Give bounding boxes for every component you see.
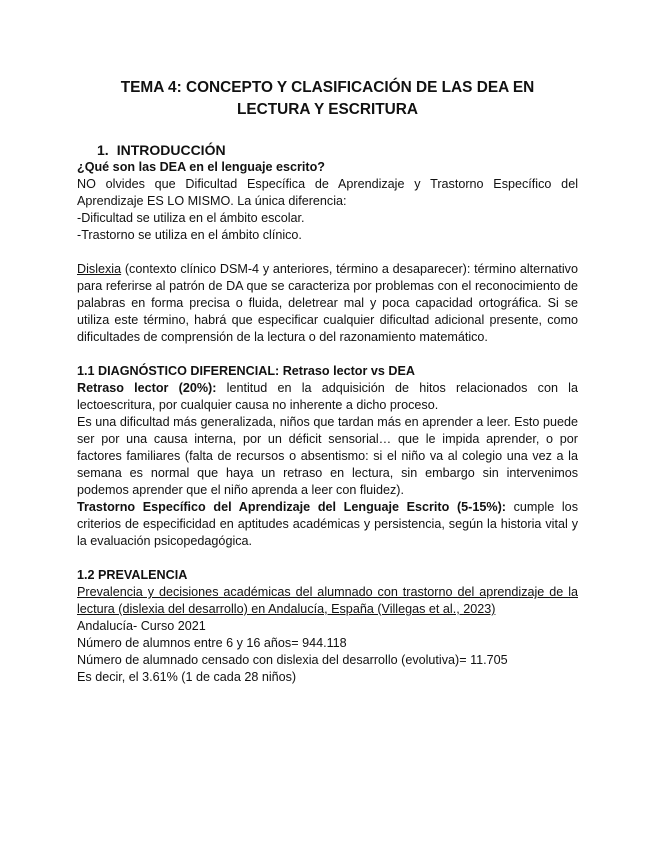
- intro-bullet-trastorno: -Trastorno se utiliza en el ámbito clínico.: [77, 228, 302, 242]
- intro-paragraph: NO olvides que Dificultad Específica de Aprendizaje y Trastorno Específico del Aprendizaje ES LO MISMO. La única diferencia:: [77, 177, 578, 208]
- retraso-lector-label: Retraso lector (20%):: [77, 381, 217, 395]
- trastorno-text: cumple los criterios de especificidad en aptitudes académicas y persistencia, según la historia vital y la evaluación psicopedagógica.: [77, 500, 578, 548]
- section-heading-prevalencia: 1.2 PREVALENCIA: [77, 568, 188, 582]
- intro-question: ¿Qué son las DEA en el lenguaje escrito?: [77, 160, 325, 174]
- retraso-lector-paragraph: [77, 380, 578, 414]
- prevalencia-line-alumnos: Número de alumnos entre 6 y 16 años= 944.118: [77, 636, 347, 650]
- title-line-1: TEMA 4: CONCEPTO Y CLASIFICACIÓN DE LAS DEA EN: [120, 79, 535, 96]
- prevalencia-line-porcentaje: Es decir, el 3.61% (1 de cada 28 niños): [77, 670, 297, 684]
- section-heading-introduccion: [97, 141, 578, 159]
- trastorno-label: Trastorno Específico del Aprendizaje del Lenguaje Escrito (5-15%):: [77, 500, 506, 514]
- retraso-lector-text: lentitud en la adquisición de hitos relacionados con la lectoescritura, por cualquier causa no inherente a dicho proceso.: [77, 381, 578, 412]
- dislexia-paragraph: [77, 261, 578, 346]
- dificultad-paragraph: Es una dificultad más generalizada, niños que tardan más en aprender a leer. Esto puede ser por una causa interna, por un déficit sensorial… que le impida aprender, o por factores familiares (falta de recursos o absentismo: si el niño va al colegio una vez a la semana es normal que haya un retraso en lectura, sin embargo sin intervenimos podemos aprender que el niño aprenda a leer con fluidez).: [77, 415, 578, 497]
- title-line-2: LECTURA Y ESCRITURA: [237, 101, 418, 118]
- trastorno-paragraph: [77, 499, 578, 550]
- section-heading-diagnostico: 1.1 DIAGNÓSTICO DIFERENCIAL: Retraso lector vs DEA: [77, 364, 415, 378]
- prevalencia-line-curso: Andalucía- Curso 2021: [77, 619, 206, 633]
- section-title: INTRODUCCIÓN: [116, 142, 226, 158]
- prevalencia-reference: Prevalencia y decisiones académicas del alumnado con trastorno del aprendizaje de la lectura (dislexia del desarrollo) en Andalucía, España (Villegas et al., 2023): [77, 585, 578, 616]
- section-number: 1.: [97, 142, 109, 158]
- document-body: [77, 141, 578, 686]
- dislexia-definition: (contexto clínico DSM-4 y anteriores, término a desaparecer): término alternativo para referirse al patrón de DA que se caracteriza por problemas con el reconocimiento de palabras en forma precisa o fluida, deletrear mal y poca capacidad ortográfica. Si se utiliza este término, habrá que especificar cualquier dificultad adicional presente, como dificultades de comprensión de la lectura o del razonamiento matemático.: [77, 262, 578, 344]
- dislexia-term: Dislexia: [77, 262, 122, 276]
- document-title: [60, 77, 595, 121]
- intro-bullet-dificultad: -Dificultad se utiliza en el ámbito escolar.: [77, 211, 305, 225]
- prevalencia-line-censados: Número de alumnado censado con dislexia del desarrollo (evolutiva)= 11.705: [77, 653, 508, 667]
